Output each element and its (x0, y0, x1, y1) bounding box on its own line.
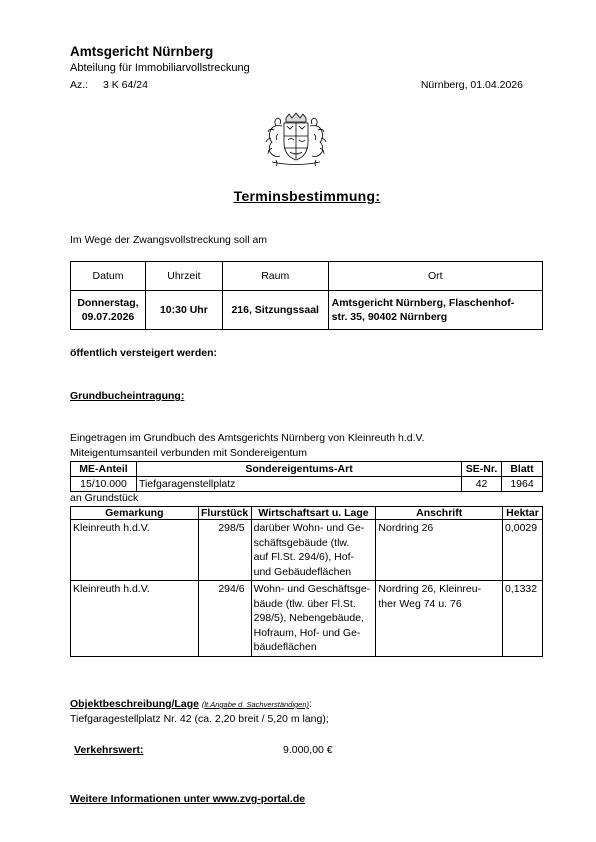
document-title: Terminsbestimmung: (233, 188, 381, 204)
object-heading-note: (lt.Angabe d. Sachverständigen) (201, 700, 310, 709)
appointment-date (71, 291, 146, 330)
more-info-link[interactable]: Weitere Informationen unter www.zvg-portal.de (70, 793, 306, 805)
table-row (71, 477, 543, 492)
market-value-label: Verkehrswert: (74, 744, 144, 756)
address-line: Nordring 26, Kleinreu- (378, 583, 482, 595)
intro-text: Im Wege der Zwangsvollstreckung soll am (70, 234, 268, 246)
flurstueck: 298/5 (198, 520, 251, 581)
header-me-share: ME-Anteil (71, 462, 137, 477)
object-heading-colon: : (309, 698, 312, 710)
table-row (71, 581, 543, 657)
object-description: Tiefgaragestellplatz Nr. 42 (ca. 2,20 breit / 5,20 m lang); (70, 713, 329, 725)
table-row (71, 291, 543, 330)
co-ownership-table (70, 461, 543, 492)
object-heading-text: Objektbeschreibung/Lage (70, 698, 199, 710)
address-line: ther Weg 74 u. 76 (378, 597, 462, 610)
appointment-table (70, 261, 543, 330)
header-sheet: Blatt (502, 462, 543, 477)
parcel-intro: an Grundstück (70, 492, 139, 504)
gemarkung: Kleinreuth h.d.V. (71, 581, 199, 657)
appointment-place (328, 291, 542, 330)
lage-line: 298/5), Nebengebäude, (253, 612, 364, 624)
place-line: str. 35, 90402 Nürnberg (331, 311, 448, 323)
lage-line: und Gebäudeflächen (253, 565, 352, 578)
header-gemarkung: Gemarkung (71, 507, 199, 520)
se-number: 42 (462, 477, 502, 492)
header-wirtschaftsart: Wirtschaftsart u. Lage (251, 507, 376, 520)
table-header-row (71, 262, 543, 291)
object-description-heading (70, 698, 312, 710)
bavarian-coat-of-arms-icon (262, 112, 330, 168)
wirtschaftsart (251, 581, 376, 657)
auction-text: öffentlich versteigert werden: (70, 347, 218, 359)
me-share: 15/10.000 (71, 477, 137, 492)
anschrift (376, 520, 503, 581)
land-register-heading: Grundbucheintragung: (70, 390, 185, 402)
department-name: Abteilung für Immobiliarvollstreckung (70, 62, 250, 74)
appointment-weekday: Donnerstag, (77, 297, 139, 309)
anschrift (376, 581, 503, 657)
lage-line: bäudeflächen (253, 641, 317, 653)
court-name: Amtsgericht Nürnberg (70, 44, 214, 59)
header-date: Datum (71, 262, 146, 291)
appointment-date-value: 09.07.2026 (81, 311, 135, 323)
hektar: 0,0029 (502, 520, 542, 581)
sheet-number: 1964 (502, 477, 543, 492)
lage-line: Wohn- und Geschäftsge- (253, 583, 371, 595)
place-line: Amtsgericht Nürnberg, Flaschenhof- (331, 297, 515, 309)
file-number: 3 K 64/24 (103, 79, 148, 91)
table-row (71, 520, 543, 581)
lage-line: auf Fl.St. 294/6), Hof- (253, 551, 355, 563)
header-room: Raum (222, 262, 328, 291)
special-property-type: Tiefgaragenstellplatz (136, 477, 461, 492)
place-and-date: Nürnberg, 01.04.2026 (420, 79, 523, 91)
co-ownership-note: Miteigentumsanteil verbunden mit Sondereigentum (70, 447, 307, 459)
hektar: 0,1332 (502, 581, 542, 657)
lage-line: bäude (tlw. über Fl.St. (253, 597, 356, 610)
header-place: Ort (328, 262, 542, 291)
header-se-number: SE-Nr. (462, 462, 502, 477)
table-header-row (71, 507, 543, 520)
header-time: Uhrzeit (145, 262, 222, 291)
lage-line: schäftsgebäude (tlw. (253, 536, 350, 549)
file-number-label: Az.: (70, 79, 89, 91)
lage-line: darüber Wohn- und Ge- (253, 522, 365, 534)
flurstueck: 294/6 (198, 581, 251, 657)
parcel-table (70, 506, 543, 657)
table-header-row (71, 462, 543, 477)
land-register-entry: Eingetragen im Grundbuch des Amtsgerichts Nürnberg von Kleinreuth h.d.V. (70, 432, 425, 444)
lage-line: Hofraum, Hof- und Ge- (253, 626, 361, 639)
header-flurstueck: Flurstück (198, 507, 251, 520)
appointment-time: 10:30 Uhr (145, 291, 222, 330)
header-special-property-type: Sondereigentums-Art (136, 462, 461, 477)
header-hektar: Hektar (502, 507, 542, 520)
market-value: 9.000,00 € (283, 744, 333, 756)
wirtschaftsart (251, 520, 376, 581)
address-line: Nordring 26 (378, 522, 434, 534)
header-anschrift: Anschrift (376, 507, 503, 520)
gemarkung: Kleinreuth h.d.V. (71, 520, 199, 581)
appointment-room: 216, Sitzungssaal (222, 291, 328, 330)
